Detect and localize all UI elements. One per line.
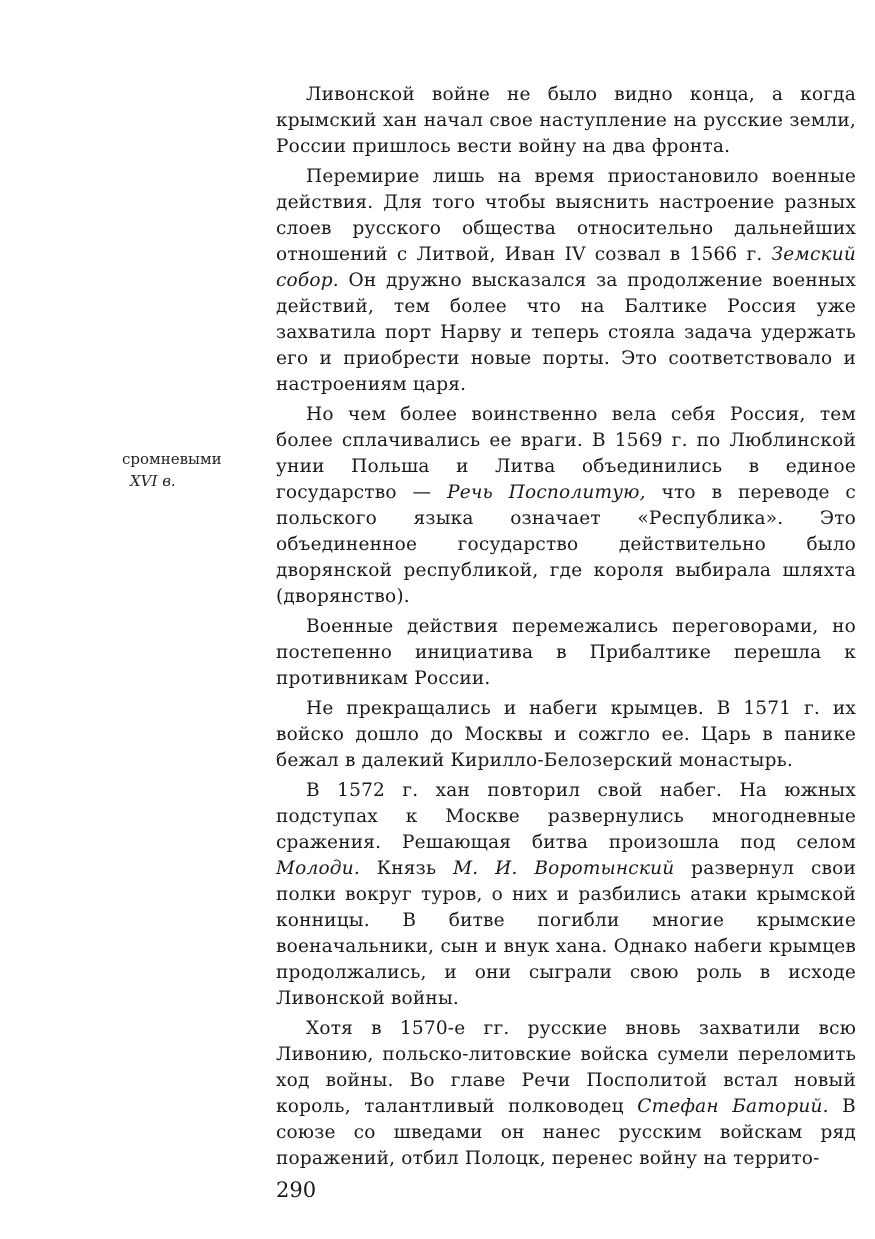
text-segment: развернул свои полки вокруг туров, о них и разбились атаки крымской конницы. В битве погибли многие крымские военачальники, сын и внук хана. Однако набеги крымцев продолжались, и они сыграли свою роль в исходе Ливонской войны. (276, 858, 856, 1009)
paragraph (276, 82, 856, 160)
paragraph (276, 778, 856, 1012)
paragraph (276, 402, 856, 610)
paragraph (276, 164, 856, 398)
margin-note-line-2: XVI в. (130, 472, 176, 490)
text-segment: Военные действия перемежались переговорами, но постепенно инициатива в Прибалтике перешла к противникам России. (276, 616, 856, 689)
italic-term: Земский собор. (276, 244, 856, 291)
italic-term: М. И. Воротынский (453, 858, 675, 879)
text-segment: Не прекращались и набеги крымцев. В 1571 г. их войско дошло до Москвы и сожгло ее. Царь в панике бежал в далекий Кирилло-Белозерский монастырь. (276, 698, 856, 771)
text-segment: Он дружно высказался за продолжение военных действий, тем более что на Балтике Россия уже захватила порт Нарву и теперь стояла задача удержать его и приобрести новые порты. Это соответствовало и настроениям царя. (276, 270, 856, 395)
text-segment: Перемирие лишь на время приостановило военные действия. Для того чтобы выяснить настроение разных слоев русского общества относительно дальнейших отношений с Литвой, Иван IV созвал в 1566 г. (276, 166, 856, 265)
italic-term: Речь Посполитую, (447, 482, 646, 503)
paragraph (276, 614, 856, 692)
text-segment: Князь (359, 858, 454, 879)
paragraph (276, 1016, 856, 1172)
text-segment: что в переводе с польского языка означает «Республика». Это объединенное государство действительно было дворянской республикой, где короля выбирала шляхта (дворянство). (276, 482, 856, 607)
body-text (276, 82, 856, 1176)
text-segment: В 1572 г. хан повторил свой набег. На южных подступах к Москве развернулись многодневные сражения. Решающая битва произошла под селом (276, 780, 856, 853)
margin-note (122, 448, 262, 492)
text-segment: Ливонской войне не было видно конца, а когда крымский хан начал свое наступление на русские земли, России пришлось вести войну на два фронта. (276, 84, 856, 157)
text-segment: В союзе со шведами он нанес русским войскам ряд поражений, отбил Полоцк, перенес войну на террито- (276, 1096, 856, 1169)
margin-note-line-1: сромневыми (122, 450, 222, 468)
paragraph (276, 696, 856, 774)
text-segment: Но чем более воинственно вела себя Россия, тем более сплачивались ее враги. В 1569 г. по Люблинской унии Польша и Литва объединились в единое государство — (276, 404, 856, 503)
text-segment: Хотя в 1570-е гг. русские вновь захватили всю Ливонию, польско-литовские войска сумели переломить ход войны. Во главе Речи Посполитой встал новый король, талантливый полководец (276, 1018, 856, 1117)
italic-term: Молоди. (276, 858, 360, 879)
page-number: 290 (276, 1178, 317, 1202)
italic-term: Стефан Баторий. (637, 1096, 829, 1117)
